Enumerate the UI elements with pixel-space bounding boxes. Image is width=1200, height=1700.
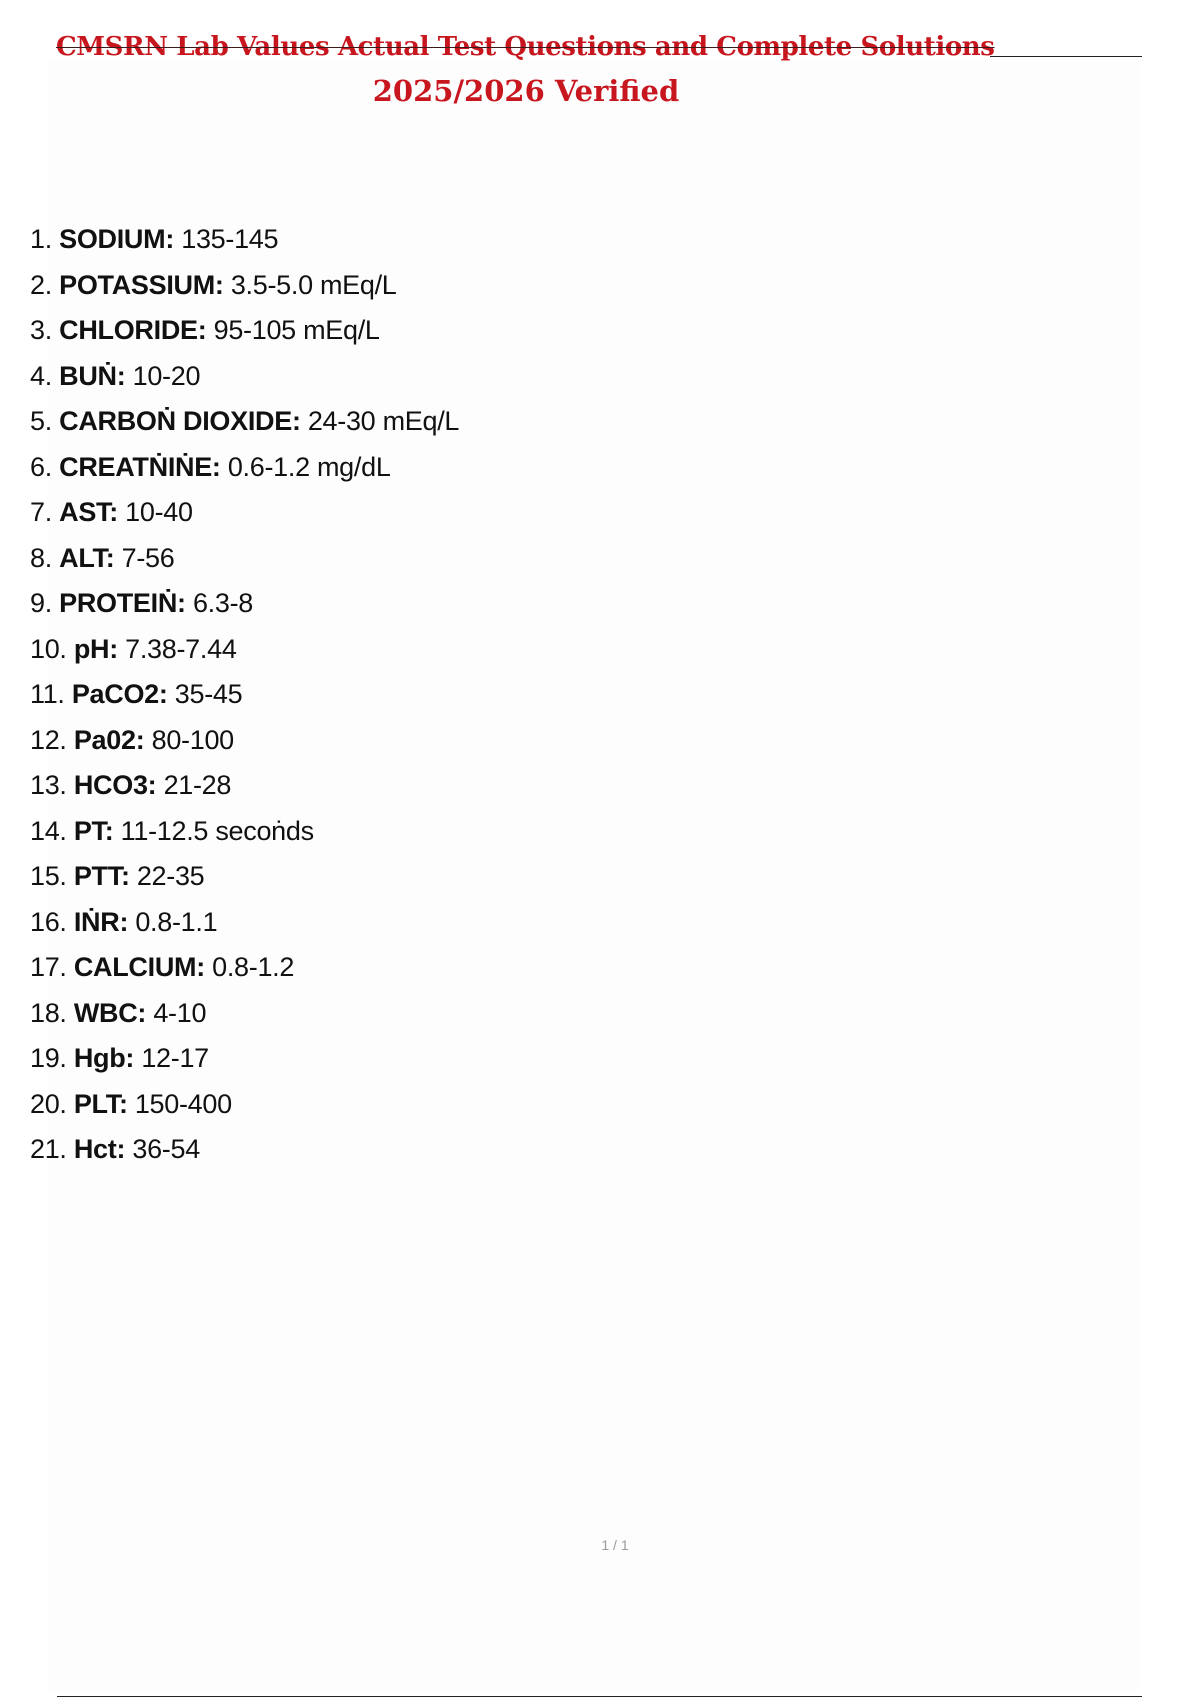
lab-test-name: Hct: (73, 1134, 126, 1164)
lab-test-name: HCO3: (73, 770, 157, 800)
lab-test-value: 22-35 (136, 861, 205, 891)
lab-test-value: 36-54 (132, 1134, 200, 1164)
list-item (30, 1037, 459, 1083)
lab-test-name: CALCIUM: (73, 952, 205, 982)
list-item-number: 13. (30, 770, 67, 800)
list-item (30, 491, 459, 537)
list-item-number: 18. (30, 997, 67, 1028)
list-item (30, 719, 459, 765)
document-header (0, 0, 1200, 120)
lab-test-name: BUṄ: (59, 360, 126, 391)
list-item-number: 1. (30, 224, 52, 254)
lab-test-value: 150-400 (134, 1088, 232, 1119)
lab-test-value: 80-100 (151, 724, 234, 755)
list-item-number: 9. (30, 588, 52, 618)
lab-test-name: ALT: (59, 542, 115, 573)
lab-test-value: 35-45 (174, 679, 243, 709)
list-item-number: 20. (30, 1088, 67, 1119)
lab-test-value: 7-56 (121, 542, 175, 573)
list-item-number: 8. (30, 542, 52, 573)
lab-test-name: CHLORIDE: (59, 315, 207, 345)
list-item-number: 2. (30, 269, 52, 300)
lab-test-name: CARBOṄ DIOXIDE: (59, 406, 301, 436)
list-item (30, 309, 459, 355)
lab-test-value: 6.3-8 (192, 588, 253, 618)
list-item (30, 673, 459, 719)
lab-test-value: 3.5-5.0 mEq/L (230, 269, 397, 300)
lab-test-value: 10-20 (132, 360, 201, 391)
lab-test-name: pH: (73, 633, 118, 664)
list-item (30, 537, 459, 583)
lab-test-value: 11-12.5 secoṅds (120, 815, 314, 846)
lab-test-value: 0.6-1.2 mg/dL (227, 451, 391, 482)
document-title: CMSRN Lab Values Actual Test Questions and Complete Solutions (56, 32, 995, 62)
lab-test-value: 21-28 (163, 770, 232, 800)
lab-test-value: 4-10 (153, 997, 207, 1028)
list-item-number: 3. (30, 315, 52, 345)
list-item (30, 355, 459, 401)
lab-test-value: 0.8-1.1 (135, 906, 218, 937)
list-item (30, 946, 459, 992)
lab-test-name: SODIUM: (59, 224, 175, 254)
list-item (30, 901, 459, 947)
list-item-number: 10. (30, 633, 67, 664)
list-item (30, 628, 459, 674)
list-item (30, 1128, 459, 1174)
lab-test-name: PROTEIṄ: (59, 588, 186, 618)
list-item (30, 218, 459, 264)
list-item-number: 11. (30, 679, 65, 709)
list-item (30, 810, 459, 856)
lab-test-value: 24-30 mEq/L (307, 406, 460, 436)
lab-test-value: 0.8-1.2 (212, 952, 295, 982)
list-item (30, 992, 459, 1038)
lab-test-name: Hgb: (73, 1043, 135, 1073)
lab-test-name: WBC: (73, 997, 147, 1028)
list-item-number: 6. (30, 451, 52, 482)
lab-test-name: CREATṄIṄE: (59, 451, 221, 482)
list-item-number: 14. (30, 815, 67, 846)
lab-test-value: 10-40 (125, 497, 193, 527)
page-number: 1 / 1 (601, 1537, 629, 1553)
list-item (30, 764, 459, 810)
list-item-number: 19. (30, 1043, 67, 1073)
list-item (30, 446, 459, 492)
list-item-number: 16. (30, 906, 67, 937)
list-item (30, 855, 459, 901)
list-item-number: 12. (30, 724, 67, 755)
lab-test-name: AST: (59, 497, 118, 527)
list-item-number: 15. (30, 861, 67, 891)
list-item (30, 1083, 459, 1129)
list-item (30, 400, 459, 446)
lab-test-name: POTASSIUM: (59, 269, 224, 300)
document-subtitle: 2025/2026 Verified (372, 74, 680, 108)
list-item (30, 582, 459, 628)
header-rule (990, 56, 1142, 57)
lab-test-value: 12-17 (141, 1043, 209, 1073)
footer-rule (57, 1696, 1142, 1697)
list-item (30, 264, 459, 310)
lab-test-value: 95-105 mEq/L (213, 315, 380, 345)
lab-test-value: 135-145 (181, 224, 279, 254)
lab-test-name: PT: (73, 815, 114, 846)
list-item-number: 17. (30, 952, 67, 982)
lab-test-name: PaCO2: (71, 679, 168, 709)
list-item-number: 4. (30, 360, 52, 391)
lab-test-name: Pa02: (73, 724, 145, 755)
lab-test-name: PLT: (73, 1088, 128, 1119)
lab-test-value: 7.38-7.44 (125, 633, 237, 664)
lab-test-name: IṄR: (73, 906, 129, 937)
list-item-number: 7. (30, 497, 52, 527)
list-item-number: 21. (30, 1134, 67, 1164)
lab-test-name: PTT: (73, 861, 130, 891)
lab-values-list (30, 218, 459, 1174)
list-item-number: 5. (30, 406, 52, 436)
